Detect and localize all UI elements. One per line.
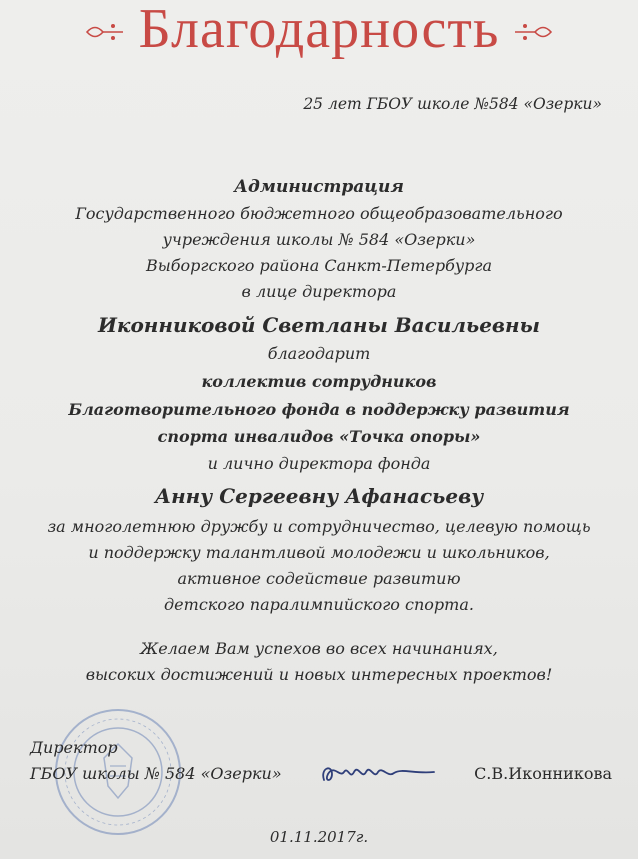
body-line-14: детского паралимпийского спорта. (164, 595, 474, 614)
signer-name: С.В.Иконникова (474, 764, 612, 783)
body-line-11: за многолетнюю дружбу и сотрудничество, целевую помощь (47, 517, 591, 536)
anniversary-line: 25 лет ГБОУ школе №584 «Озерки» (303, 95, 602, 113)
body-line-6: благодарит (267, 344, 371, 363)
handwritten-signature-icon (318, 760, 438, 788)
signature-role-line-1: Директор (30, 738, 118, 757)
recipient-name: Анну Сергеевну Афанасьеву (154, 484, 484, 508)
wish-line-2: высоких достижений и новых интересных проектов! (85, 665, 553, 684)
left-ornament-icon (85, 21, 125, 43)
certificate-title: Благодарность (138, 0, 500, 60)
body-line-12: и поддержку талантливой молодежи и школьников, (88, 543, 550, 562)
body-line-10: и лично директора фонда (207, 454, 431, 473)
signature-role-line-2: ГБОУ школы № 584 «Озерки» (30, 764, 282, 783)
body-line-2: Государственного бюджетного общеобразовательного (75, 204, 563, 223)
body-line-13: активное содействие развитию (177, 569, 461, 588)
body-line-7: коллектив сотрудников (201, 372, 437, 391)
title-row (0, 0, 638, 64)
body-line-9: спорта инвалидов «Точка опоры» (157, 427, 481, 446)
director-name: Иконниковой Светланы Васильевны (98, 313, 540, 337)
body-line-1: Администрация (234, 177, 404, 197)
body-line-8: Благотворительного фонда в поддержку развития (68, 400, 570, 419)
body-line-4: Выборгского района Санкт-Петербурга (145, 256, 493, 275)
body-line-5: в лице директора (241, 282, 397, 301)
document-date: 01.11.2017г. (269, 828, 369, 846)
wish-line-1: Желаем Вам успехов во всех начинаниях, (140, 639, 498, 658)
right-ornament-icon (513, 21, 553, 43)
body-line-3: учреждения школы № 584 «Озерки» (162, 230, 476, 249)
